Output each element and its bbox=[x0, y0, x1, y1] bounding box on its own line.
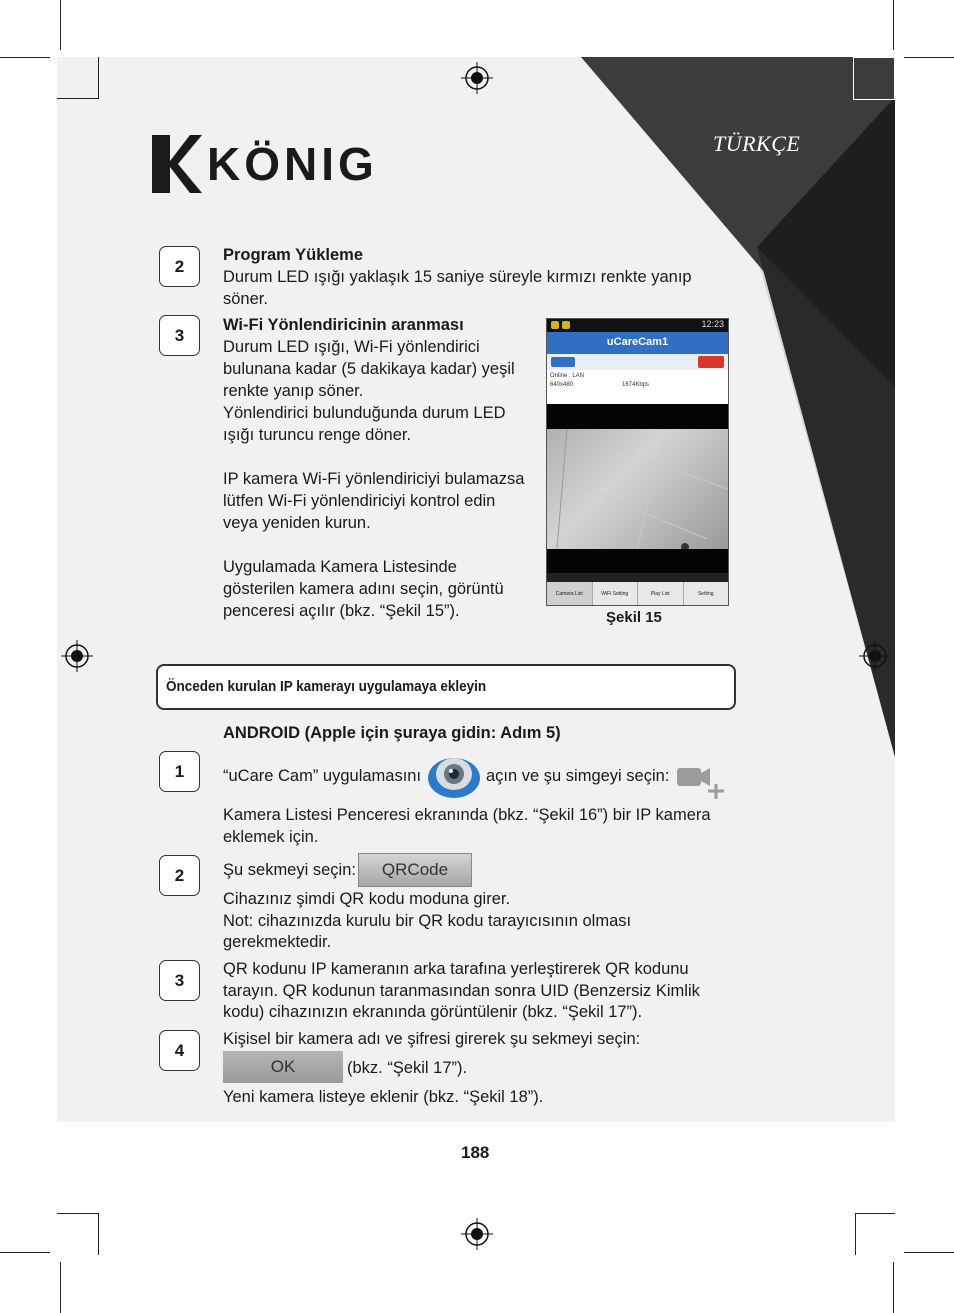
phone-screenshot-figure bbox=[546, 318, 729, 606]
status-bar bbox=[547, 319, 728, 332]
step-text-line: gerekmektedir. bbox=[223, 933, 332, 951]
step-text-line: veya yeniden kurun. bbox=[223, 514, 371, 532]
crop-mark bbox=[0, 1252, 50, 1253]
step-text-line: Şu sekmeyi seçin: bbox=[223, 861, 356, 879]
tab-setting[interactable]: Setting bbox=[697, 591, 714, 597]
step-text-line: (bkz. “Şekil 17”). bbox=[347, 1059, 468, 1077]
ucare-cam-app-icon bbox=[425, 748, 483, 800]
konig-logo-mark-icon bbox=[152, 133, 202, 195]
page-number: 188 bbox=[461, 1143, 490, 1162]
app-title: uCareCam1 bbox=[606, 336, 669, 348]
step-number-badge: 3 bbox=[159, 315, 200, 356]
crop-mark bbox=[893, 0, 894, 50]
crop-mark bbox=[855, 1213, 895, 1214]
step-text-line: Cihazınız şimdi QR kodu moduna girer. bbox=[223, 890, 511, 908]
step-number-badge: 2 bbox=[159, 246, 200, 287]
ok-button[interactable]: OK bbox=[223, 1051, 343, 1083]
step-text-line: bulunana kadar (5 dakikaya kadar) yeşil bbox=[223, 360, 515, 378]
step-text-line: Durum LED ışığı yaklaşık 15 saniye süreyle kırmızı renkte yanıp bbox=[223, 268, 692, 286]
crop-mark bbox=[98, 1213, 99, 1255]
step-text-line: penceresi açılır (bkz. “Şekil 15”). bbox=[223, 602, 460, 620]
step-text-line: Yeni kamera listeye eklenir (bkz. “Şekil 18”). bbox=[223, 1088, 544, 1106]
crop-mark bbox=[98, 57, 99, 99]
crop-mark bbox=[855, 1213, 856, 1255]
add-camera-icon bbox=[676, 764, 726, 800]
video-bottom-band bbox=[547, 549, 728, 573]
step-number-badge: 3 bbox=[159, 960, 200, 1001]
registration-mark-icon bbox=[461, 1218, 493, 1250]
step-title: Wi-Fi Yönlendiricinin aranması bbox=[223, 316, 464, 334]
notification-icon bbox=[551, 321, 559, 329]
step-text-line: IP kamera Wi-Fi yönlendiriciyi bulamazsa bbox=[223, 470, 525, 488]
figure-caption: Şekil 15 bbox=[606, 609, 662, 626]
back-button[interactable] bbox=[551, 357, 575, 367]
konig-logo bbox=[152, 133, 382, 195]
platform-intro: ANDROID (Apple için şuraya gidin: Adım 5) bbox=[223, 724, 561, 742]
section-title: Önceden kurulan IP kamerayı uygulamaya ekleyin bbox=[166, 678, 487, 695]
registration-mark-icon bbox=[61, 640, 93, 672]
tab-camera-list[interactable]: Camera List bbox=[547, 582, 593, 606]
step-text-line: tarayın. QR kodunun taranmasından sonra UID (Benzersiz Kimlik bbox=[223, 982, 700, 1000]
crop-mark bbox=[57, 98, 99, 99]
step-text-line: eklemek için. bbox=[223, 828, 319, 846]
camera-info-panel bbox=[547, 370, 728, 404]
tab-wifi-setting[interactable]: WiFi Setting bbox=[593, 582, 639, 606]
crop-mark bbox=[893, 1262, 894, 1313]
info-resolution: 640x480 bbox=[550, 382, 574, 388]
section-header-box bbox=[156, 664, 736, 710]
crop-mark bbox=[904, 57, 954, 58]
crop-mark bbox=[60, 0, 61, 50]
step-text-line: QR kodunu IP kameranın arka tarafına yerleştirerek QR kodunu bbox=[223, 960, 689, 978]
step-text-line: Uygulamada Kamera Listesinde bbox=[223, 558, 457, 576]
tab-play-list[interactable]: Play List bbox=[638, 582, 684, 606]
crop-mark bbox=[904, 1252, 954, 1253]
step-number-badge: 4 bbox=[159, 1030, 200, 1071]
step-text-line: Not: cihazınızda kurulu bir QR kodu tarayıcısının olması bbox=[223, 912, 632, 930]
language-label: TÜRKÇE bbox=[713, 131, 801, 156]
video-image bbox=[547, 429, 728, 549]
logo-text: KÖNIG bbox=[207, 138, 378, 190]
step-text-line: “uCare Cam” uygulamasını bbox=[223, 767, 422, 785]
video-top-band bbox=[547, 404, 728, 429]
step-text-line: lütfen Wi-Fi yönlendiriciyi kontrol edin bbox=[223, 492, 496, 510]
qrcode-button[interactable]: QRCode bbox=[358, 853, 472, 887]
step-text-line: kodu) cihazınızın ekranında görüntülenir (bkz. “Şekil 17”). bbox=[223, 1003, 643, 1021]
corner-square bbox=[853, 57, 895, 100]
registration-mark-icon bbox=[461, 62, 493, 94]
step-text-line: Yönlendirici bulunduğunda durum LED bbox=[223, 404, 506, 422]
app-tab-bar bbox=[547, 582, 728, 606]
step-title: Program Yükleme bbox=[223, 246, 364, 264]
status-time: 12:23 bbox=[701, 319, 724, 329]
step-text-line: açın ve şu simgeyi seçin: bbox=[486, 767, 670, 785]
step-text-line: Kamera Listesi Penceresi ekranında (bkz. “Şekil 16”) bir IP kamera bbox=[223, 806, 711, 824]
info-speed: 1674Kbps bbox=[622, 382, 650, 388]
step-text-line: söner. bbox=[223, 290, 268, 308]
step-text-line: renkte yanıp söner. bbox=[223, 382, 364, 400]
step-number-badge: 2 bbox=[159, 855, 200, 896]
step-text-line: Kişisel bir kamera adı ve şifresi girerek şu sekmeyi seçin: bbox=[223, 1030, 641, 1048]
step-text-line: gösterilen kamera adını seçin, görüntü bbox=[223, 580, 504, 598]
info-online: Online : LAN bbox=[550, 373, 585, 379]
registration-mark-icon bbox=[859, 640, 891, 672]
app-toolbar bbox=[547, 354, 728, 370]
step-text-line: Durum LED ışığı, Wi-Fi yönlendirici bbox=[223, 338, 480, 356]
notification-icon bbox=[562, 321, 570, 329]
crop-mark bbox=[60, 1262, 61, 1313]
power-button[interactable] bbox=[698, 356, 724, 368]
step-number-badge: 1 bbox=[159, 751, 200, 792]
camera-video-feed[interactable] bbox=[547, 429, 728, 549]
crop-mark bbox=[57, 1213, 99, 1214]
app-title-bar bbox=[547, 332, 728, 354]
crop-mark bbox=[0, 57, 50, 58]
step-text-line: ışığı turuncu renge döner. bbox=[223, 426, 412, 444]
